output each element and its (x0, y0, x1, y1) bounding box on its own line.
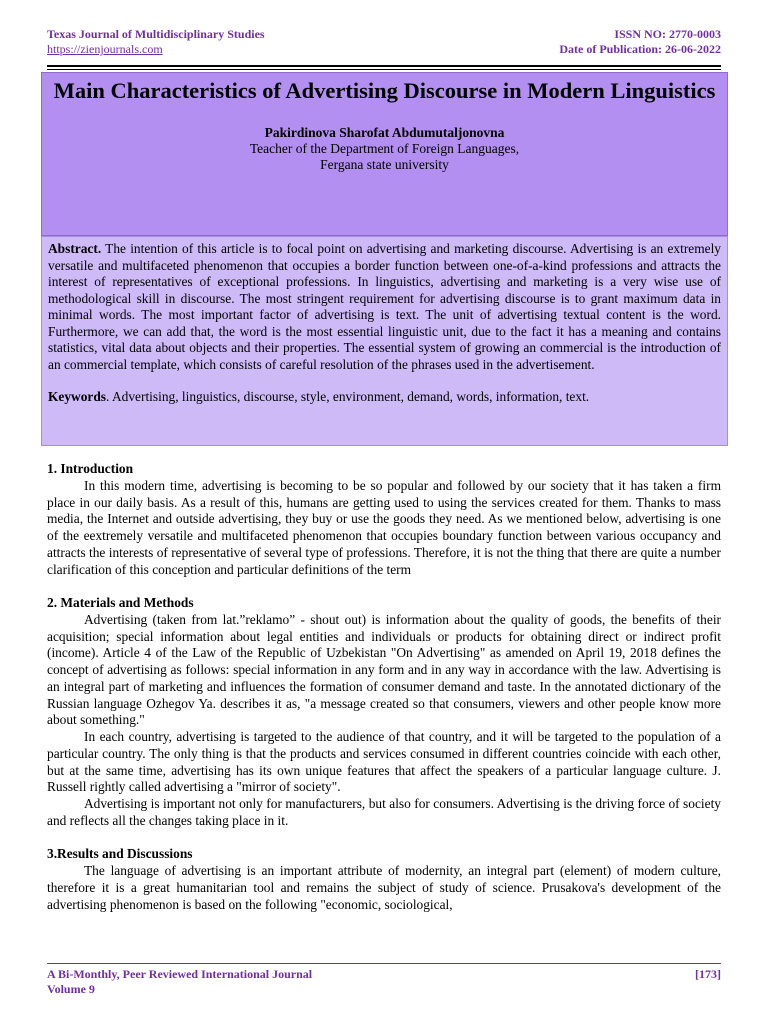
title-block (41, 72, 728, 236)
journal-type: A Bi-Monthly, Peer Reviewed International Journal (47, 967, 313, 981)
abstract-block (41, 236, 728, 446)
abstract-text: The intention of this article is to focal point on advertising and marketing discourse. Advertising is an extremely versatile and multifaceted phenomenon that occupies a border function between one-of-a-kind professions and attracts the interest of representatives of exceptional professions. In linguistics, advertising and marketing is a very wise use of methodological skill in discourse. The most stringent requirement for advertising discourse is to grant maximum data in minimal words. The most important factor of advertising is text. The unit of advertising textual content is the word. Furthermore, we can add that, the word is the most essential linguistic unit, due to the fact it has a meaning and contains statistics, vital data about objects and their properties. The essential system of growing an commercial is the introduction of an commercial template, which consists of careful resolution of the phrases used in the advertisement. (48, 241, 721, 372)
section-heading-introduction: 1. Introduction (47, 461, 134, 476)
paper-title: Main Characteristics of Advertising Discourse in Modern Linguistics (53, 78, 716, 103)
header-divider-thin (47, 69, 721, 70)
paragraph: Advertising (taken from lat.”reklamo” - shout out) is information about the quality of goods, the benefits of their acquisition; special information about legal entities and individuals or products for obtaining direct or indirect profit (income). Article 4 of the Law of the Republic of Uzbekistan "On Advertising" as amended on April 19, 2018 defines the concept of advertising as follows: special information in any form and in any way in accordance with the law. Advertising is an integral part of marketing and influences the formation of consumer demand and taste. In the annotated dictionary of the Russian language Ozhegov Ya. describes it as, "a message created so that consumers, viewers and other people know more about something." (47, 611, 721, 728)
journal-url-link[interactable]: https://zienjournals.com (47, 42, 163, 56)
author-institution: Fergana state university (320, 157, 449, 172)
footer-left (47, 967, 312, 997)
keywords-paragraph (48, 389, 721, 406)
journal-header-right (559, 27, 721, 57)
body-text (47, 461, 721, 913)
paragraph: In this modern time, advertising is becoming to be so popular and followed by our society that it has taken a firm place in our daily basis. As a result of this, humans are getting used to using the services created for them. Thanks to mass media, the Internet and outside advertising, they buy or use the goods they need. As we mentioned below, advertising is one of the eextremely versatile and multifaceted phenomenon that occupies boundary function between various occupancy and attracts the interests of representative of several type of professions. Therefore, it is not the thing that there are quite a number clarification of this conception and particular definitions of the term (47, 477, 721, 577)
section-heading-results: 3.Results and Discussions (47, 846, 193, 862)
footer-divider (47, 963, 721, 964)
paragraph: Advertising is important not only for manufacturers, but also for consumers. Advertising is the driving force of society and reflects all the changes taking place in it. (47, 796, 721, 828)
abstract-paragraph (48, 241, 721, 373)
page-number: [173] (695, 967, 721, 981)
issn: ISSN NO: 2770-0003 (614, 27, 721, 41)
author-position: Teacher of the Department of Foreign Languages, (249, 141, 520, 156)
journal-header-left (47, 27, 265, 57)
journal-name: Texas Journal of Multidisciplinary Studies (47, 27, 265, 41)
abstract-label: Abstract. (48, 241, 102, 256)
keywords-label: Keywords (48, 389, 107, 404)
publication-date: Date of Publication: 26-06-2022 (559, 42, 721, 56)
author-name: Pakirdinova Sharofat Abdumutaljonovna (264, 125, 505, 140)
paragraph: In each country, advertising is targeted to the audience of that country, and it will be targeted to the population of a particular country. The only thing is that the products and services consumed in different countries coincide with each other, but at the same time, advertising has its own unique features that affect the speakers of a particular language culture. J. Russell rightly called advertising a "mirror of society". (47, 729, 721, 795)
header-divider (47, 65, 721, 67)
paragraph: The language of advertising is an important attribute of modernity, an integral part (element) of modern culture, therefore it is a great humanitarian tool and remains the subject of study of science. Prusakova's development of the advertising phenomenon is based on the following "economic, sociological, (47, 863, 721, 912)
volume: Volume 9 (47, 982, 95, 996)
keywords-text: . Advertising, linguistics, discourse, style, environment, demand, words, information, text. (106, 389, 590, 404)
section-heading-methods: 2. Materials and Methods (47, 595, 194, 610)
